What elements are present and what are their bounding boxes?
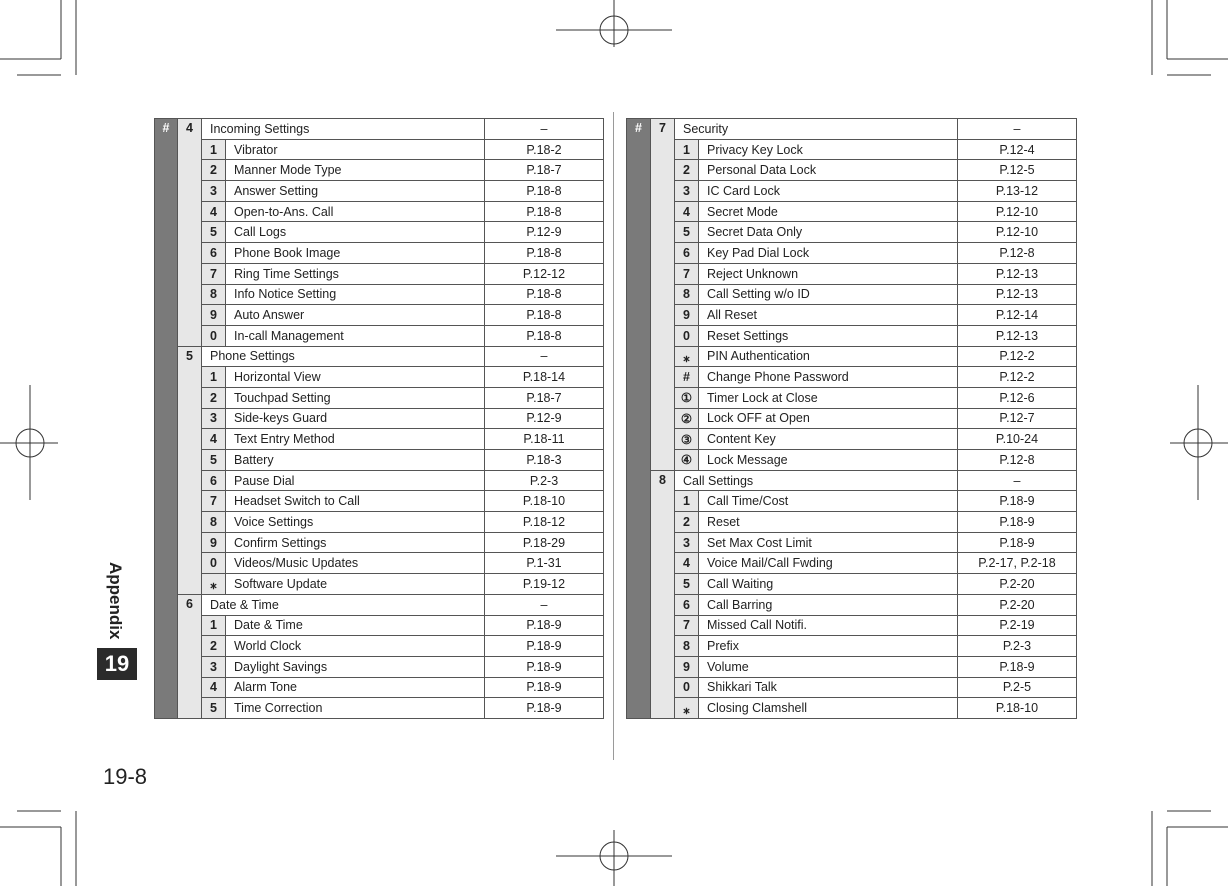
menu-table-left: [154, 118, 604, 719]
menu-item-row: [155, 181, 604, 202]
item-label: Date & Time: [226, 615, 485, 636]
item-page-ref: P.18-10: [958, 698, 1077, 719]
item-label: Answer Setting: [226, 181, 485, 202]
group-page-ref: –: [485, 119, 604, 140]
chapter-number-badge: 19: [97, 648, 137, 680]
menu-item-row: [627, 636, 1077, 657]
menu-item-row: [627, 553, 1077, 574]
menu-item-row: [627, 346, 1077, 367]
menu-group-row: [627, 470, 1077, 491]
item-label: Daylight Savings: [226, 656, 485, 677]
item-page-ref: P.18-11: [485, 429, 604, 450]
item-page-ref: P.18-9: [485, 636, 604, 657]
item-number: 3: [675, 181, 699, 202]
menu-item-row: [627, 491, 1077, 512]
item-label: Timer Lock at Close: [699, 387, 958, 408]
item-label: Reject Unknown: [699, 263, 958, 284]
item-number: 7: [202, 263, 226, 284]
item-label: Battery: [226, 450, 485, 471]
center-divider: [613, 112, 614, 760]
group-label: Security: [675, 119, 958, 140]
item-page-ref: P.12-9: [485, 222, 604, 243]
item-label: Lock OFF at Open: [699, 408, 958, 429]
item-page-ref: P.18-7: [485, 160, 604, 181]
menu-item-row: [155, 553, 604, 574]
menu-item-row: [627, 450, 1077, 471]
item-number: 6: [675, 243, 699, 264]
item-number: 1: [675, 139, 699, 160]
item-page-ref: P.2-3: [958, 636, 1077, 657]
item-label: Headset Switch to Call: [226, 491, 485, 512]
item-number: 6: [202, 243, 226, 264]
menu-item-row: [627, 677, 1077, 698]
item-page-ref: P.12-4: [958, 139, 1077, 160]
item-page-ref: P.12-13: [958, 284, 1077, 305]
menu-item-row: [155, 491, 604, 512]
item-label: In-call Management: [226, 325, 485, 346]
item-label: Pause Dial: [226, 470, 485, 491]
item-page-ref: P.18-9: [485, 698, 604, 719]
item-number: 4: [675, 553, 699, 574]
menu-item-row: [627, 160, 1077, 181]
item-page-ref: P.12-10: [958, 222, 1077, 243]
item-page-ref: P.12-12: [485, 263, 604, 284]
item-number: 5: [675, 574, 699, 595]
item-number: 5: [675, 222, 699, 243]
menu-item-row: [627, 222, 1077, 243]
group-label: Call Settings: [675, 470, 958, 491]
item-number: 7: [675, 615, 699, 636]
item-label: Info Notice Setting: [226, 284, 485, 305]
menu-group-row: [627, 119, 1077, 140]
item-label: Set Max Cost Limit: [699, 532, 958, 553]
menu-item-row: [627, 201, 1077, 222]
group-page-ref: –: [958, 119, 1077, 140]
item-page-ref: P.18-8: [485, 243, 604, 264]
item-page-ref: P.18-9: [485, 677, 604, 698]
group-number: 4: [178, 119, 202, 347]
menu-item-row: [627, 367, 1077, 388]
item-number: 4: [202, 429, 226, 450]
item-number: 3: [202, 408, 226, 429]
key-column-cell: #: [627, 119, 651, 719]
item-number: #: [675, 367, 699, 388]
group-label: Date & Time: [202, 594, 485, 615]
item-label: Shikkari Talk: [699, 677, 958, 698]
item-number: 9: [202, 305, 226, 326]
item-label: Voice Settings: [226, 512, 485, 533]
item-number: 8: [675, 284, 699, 305]
item-number: 0: [202, 553, 226, 574]
menu-group-row: [155, 346, 604, 367]
group-page-ref: –: [485, 594, 604, 615]
item-number: 5: [202, 450, 226, 471]
item-label: Reset Settings: [699, 325, 958, 346]
item-label: Ring Time Settings: [226, 263, 485, 284]
item-number: ②: [675, 408, 699, 429]
menu-item-row: [155, 615, 604, 636]
item-number: 8: [202, 284, 226, 305]
item-number: 4: [202, 201, 226, 222]
menu-group-row: [155, 594, 604, 615]
item-label: Vibrator: [226, 139, 485, 160]
menu-item-row: [627, 408, 1077, 429]
item-page-ref: P.18-8: [485, 305, 604, 326]
menu-table-right: [626, 118, 1077, 719]
menu-item-row: [155, 698, 604, 719]
menu-item-row: [627, 656, 1077, 677]
item-label: Touchpad Setting: [226, 387, 485, 408]
item-page-ref: P.12-6: [958, 387, 1077, 408]
menu-item-row: [627, 429, 1077, 450]
menu-item-row: [155, 450, 604, 471]
item-label: Missed Call Notifi.: [699, 615, 958, 636]
item-number: 0: [675, 677, 699, 698]
item-label: Personal Data Lock: [699, 160, 958, 181]
menu-group-row: [155, 119, 604, 140]
item-page-ref: P.18-8: [485, 284, 604, 305]
item-number: ⁎: [202, 574, 226, 595]
item-label: World Clock: [226, 636, 485, 657]
item-number: 1: [202, 615, 226, 636]
menu-item-row: [627, 594, 1077, 615]
item-label: Text Entry Method: [226, 429, 485, 450]
menu-item-row: [627, 139, 1077, 160]
item-label: Change Phone Password: [699, 367, 958, 388]
item-page-ref: P.19-12: [485, 574, 604, 595]
item-number: ⁎: [675, 346, 699, 367]
item-label: Auto Answer: [226, 305, 485, 326]
item-number: 0: [675, 325, 699, 346]
item-page-ref: P.12-13: [958, 263, 1077, 284]
item-page-ref: P.12-2: [958, 367, 1077, 388]
menu-item-row: [627, 574, 1077, 595]
item-label: Privacy Key Lock: [699, 139, 958, 160]
item-number: 3: [202, 656, 226, 677]
item-page-ref: P.12-14: [958, 305, 1077, 326]
menu-item-row: [155, 305, 604, 326]
menu-item-row: [627, 284, 1077, 305]
menu-item-row: [155, 470, 604, 491]
item-label: Prefix: [699, 636, 958, 657]
menu-item-row: [155, 222, 604, 243]
item-label: Call Logs: [226, 222, 485, 243]
item-page-ref: P.18-9: [958, 532, 1077, 553]
item-page-ref: P.18-8: [485, 325, 604, 346]
menu-item-row: [155, 263, 604, 284]
item-page-ref: P.18-9: [485, 656, 604, 677]
menu-item-row: [627, 305, 1077, 326]
item-number: 7: [675, 263, 699, 284]
item-number: 1: [202, 367, 226, 388]
item-label: Alarm Tone: [226, 677, 485, 698]
menu-item-row: [627, 615, 1077, 636]
item-label: Software Update: [226, 574, 485, 595]
item-page-ref: P.18-3: [485, 450, 604, 471]
item-label: Manner Mode Type: [226, 160, 485, 181]
item-page-ref: P.2-3: [485, 470, 604, 491]
item-label: Key Pad Dial Lock: [699, 243, 958, 264]
item-label: Open-to-Ans. Call: [226, 201, 485, 222]
menu-item-row: [155, 284, 604, 305]
menu-item-row: [627, 181, 1077, 202]
item-label: Volume: [699, 656, 958, 677]
item-number: 4: [675, 201, 699, 222]
menu-item-row: [155, 243, 604, 264]
item-page-ref: P.1-31: [485, 553, 604, 574]
key-column-cell: #: [155, 119, 178, 719]
item-label: Lock Message: [699, 450, 958, 471]
group-page-ref: –: [958, 470, 1077, 491]
section-side-label: Appendix: [106, 562, 125, 640]
group-label: Incoming Settings: [202, 119, 485, 140]
item-number: 6: [675, 594, 699, 615]
item-label: Call Time/Cost: [699, 491, 958, 512]
menu-item-row: [155, 201, 604, 222]
item-number: ⁎: [675, 698, 699, 719]
item-number: 9: [675, 656, 699, 677]
item-page-ref: P.12-10: [958, 201, 1077, 222]
group-number: 5: [178, 346, 202, 594]
item-label: Voice Mail/Call Fwding: [699, 553, 958, 574]
item-label: Time Correction: [226, 698, 485, 719]
menu-item-row: [155, 512, 604, 533]
item-label: All Reset: [699, 305, 958, 326]
item-page-ref: P.2-19: [958, 615, 1077, 636]
group-label: Phone Settings: [202, 346, 485, 367]
item-page-ref: P.18-9: [485, 615, 604, 636]
item-number: 8: [675, 636, 699, 657]
item-label: Side-keys Guard: [226, 408, 485, 429]
item-label: Videos/Music Updates: [226, 553, 485, 574]
item-number: 9: [202, 532, 226, 553]
item-page-ref: P.2-20: [958, 594, 1077, 615]
item-number: 5: [202, 222, 226, 243]
item-page-ref: P.2-5: [958, 677, 1077, 698]
menu-item-row: [155, 636, 604, 657]
menu-item-row: [627, 263, 1077, 284]
item-number: 0: [202, 325, 226, 346]
menu-item-row: [627, 243, 1077, 264]
item-number: 2: [675, 160, 699, 181]
item-number: 3: [202, 181, 226, 202]
item-number: 2: [202, 636, 226, 657]
menu-item-row: [155, 367, 604, 388]
item-number: ③: [675, 429, 699, 450]
item-number: 7: [202, 491, 226, 512]
item-page-ref: P.13-12: [958, 181, 1077, 202]
item-label: Call Barring: [699, 594, 958, 615]
item-label: Closing Clamshell: [699, 698, 958, 719]
item-number: 4: [202, 677, 226, 698]
menu-item-row: [155, 656, 604, 677]
item-page-ref: P.18-9: [958, 512, 1077, 533]
menu-item-row: [155, 160, 604, 181]
item-number: 8: [202, 512, 226, 533]
item-page-ref: P.12-8: [958, 450, 1077, 471]
menu-item-row: [155, 387, 604, 408]
item-page-ref: P.12-8: [958, 243, 1077, 264]
group-page-ref: –: [485, 346, 604, 367]
item-label: Phone Book Image: [226, 243, 485, 264]
menu-item-row: [155, 139, 604, 160]
item-page-ref: P.18-9: [958, 656, 1077, 677]
menu-item-row: [627, 532, 1077, 553]
item-label: Confirm Settings: [226, 532, 485, 553]
item-page-ref: P.12-13: [958, 325, 1077, 346]
item-label: Call Waiting: [699, 574, 958, 595]
menu-item-row: [155, 574, 604, 595]
item-page-ref: P.18-8: [485, 181, 604, 202]
item-page-ref: P.12-2: [958, 346, 1077, 367]
menu-item-row: [627, 325, 1077, 346]
menu-item-row: [627, 512, 1077, 533]
menu-item-row: [155, 429, 604, 450]
group-number: 6: [178, 594, 202, 718]
page-number: 19-8: [103, 764, 148, 789]
item-page-ref: P.10-24: [958, 429, 1077, 450]
item-page-ref: P.18-7: [485, 387, 604, 408]
item-number: 2: [675, 512, 699, 533]
item-number: 9: [675, 305, 699, 326]
item-page-ref: P.12-7: [958, 408, 1077, 429]
item-page-ref: P.18-8: [485, 201, 604, 222]
item-page-ref: P.12-5: [958, 160, 1077, 181]
item-number: 2: [202, 387, 226, 408]
menu-item-row: [155, 677, 604, 698]
item-number: 3: [675, 532, 699, 553]
item-label: IC Card Lock: [699, 181, 958, 202]
item-label: Secret Data Only: [699, 222, 958, 243]
item-page-ref: P.18-14: [485, 367, 604, 388]
menu-item-row: [627, 698, 1077, 719]
item-label: Secret Mode: [699, 201, 958, 222]
menu-item-row: [155, 408, 604, 429]
item-label: Content Key: [699, 429, 958, 450]
item-page-ref: P.18-29: [485, 532, 604, 553]
item-label: Call Setting w/o ID: [699, 284, 958, 305]
item-number: 6: [202, 470, 226, 491]
menu-item-row: [627, 387, 1077, 408]
item-page-ref: P.2-17, P.2-18: [958, 553, 1077, 574]
item-number: ①: [675, 387, 699, 408]
item-page-ref: P.2-20: [958, 574, 1077, 595]
item-number: 5: [202, 698, 226, 719]
group-number: 7: [651, 119, 675, 471]
item-number: 2: [202, 160, 226, 181]
item-page-ref: P.18-10: [485, 491, 604, 512]
item-label: Reset: [699, 512, 958, 533]
item-page-ref: P.18-9: [958, 491, 1077, 512]
item-page-ref: P.12-9: [485, 408, 604, 429]
item-page-ref: P.18-2: [485, 139, 604, 160]
item-number: 1: [202, 139, 226, 160]
item-label: Horizontal View: [226, 367, 485, 388]
item-page-ref: P.18-12: [485, 512, 604, 533]
menu-item-row: [155, 325, 604, 346]
menu-item-row: [155, 532, 604, 553]
item-number: 1: [675, 491, 699, 512]
item-label: PIN Authentication: [699, 346, 958, 367]
item-number: ④: [675, 450, 699, 471]
group-number: 8: [651, 470, 675, 718]
